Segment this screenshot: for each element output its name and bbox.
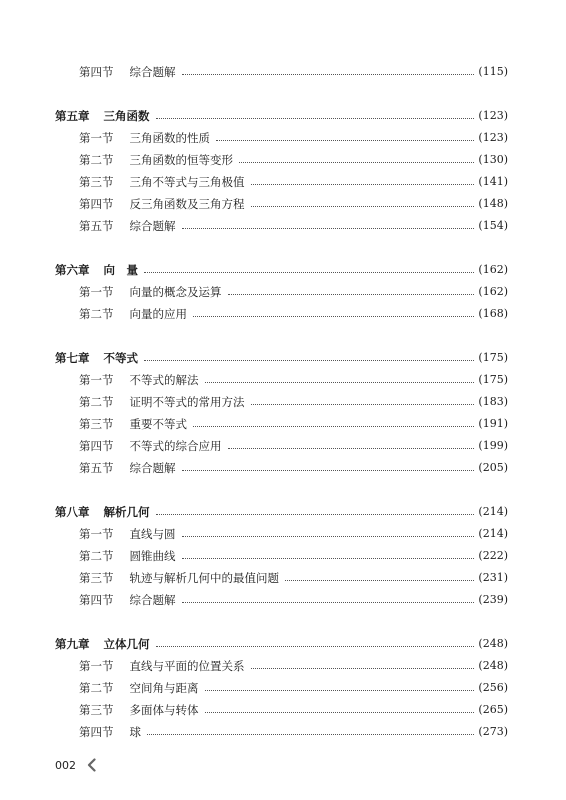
dot-leader [239, 162, 474, 163]
toc-section-entry[interactable] [0, 127, 566, 149]
entry-number: 第九章 [55, 637, 90, 651]
entry-page-number: (168) [478, 307, 508, 320]
toc-section-entry[interactable] [0, 699, 566, 721]
entry-number: 第五节 [79, 461, 114, 475]
toc-section-entry[interactable] [0, 523, 566, 545]
toc-section-entry[interactable] [0, 413, 566, 435]
entry-number: 第三节 [79, 417, 114, 431]
toc-section-entry[interactable] [0, 303, 566, 325]
entry-title: 综合题解 [129, 461, 176, 475]
toc-chapter-entry[interactable] [0, 633, 566, 655]
entry-page-number: (273) [478, 725, 508, 738]
entry-number: 第一节 [79, 285, 114, 299]
dot-leader [182, 602, 475, 603]
dot-leader [193, 316, 474, 317]
toc-chapter-entry[interactable] [0, 259, 566, 281]
entry-number: 第八章 [55, 505, 90, 519]
dot-leader [182, 558, 475, 559]
dot-leader [144, 272, 474, 273]
entry-title: 不等式的综合应用 [129, 439, 222, 453]
toc-section-entry[interactable] [0, 61, 566, 83]
page-number: 002 [55, 758, 76, 772]
entry-page-number: (130) [478, 153, 508, 166]
entry-number: 第五节 [79, 219, 114, 233]
dot-leader [156, 646, 475, 647]
entry-title: 不等式的解法 [129, 373, 199, 387]
dot-leader [182, 536, 475, 537]
entry-page-number: (162) [478, 263, 508, 276]
toc-section-entry[interactable] [0, 193, 566, 215]
entry-title: 综合题解 [129, 219, 176, 233]
entry-number: 第一节 [79, 659, 114, 673]
dot-leader [251, 668, 475, 669]
entry-title: 圆锥曲线 [129, 549, 176, 563]
entry-number: 第二节 [79, 153, 114, 167]
dot-leader [205, 382, 475, 383]
entry-number: 第二节 [79, 395, 114, 409]
entry-title: 三角函数的恒等变形 [129, 153, 233, 167]
entry-title: 多面体与转体 [129, 703, 199, 717]
toc-section-entry[interactable] [0, 369, 566, 391]
entry-title: 综合题解 [129, 65, 176, 79]
entry-number: 第一节 [79, 373, 114, 387]
toc-chapter-entry[interactable] [0, 501, 566, 523]
entry-page-number: (265) [478, 703, 508, 716]
entry-title: 立体几何 [103, 637, 150, 651]
entry-page-number: (222) [478, 549, 508, 562]
entry-title: 不等式 [103, 351, 138, 365]
dot-leader [182, 228, 475, 229]
entry-page-number: (214) [478, 505, 508, 518]
toc-section-entry[interactable] [0, 281, 566, 303]
entry-page-number: (141) [478, 175, 508, 188]
entry-number: 第一节 [79, 131, 114, 145]
entry-page-number: (183) [478, 395, 508, 408]
toc-section-entry[interactable] [0, 391, 566, 413]
entry-page-number: (162) [478, 285, 508, 298]
entry-title: 直线与圆 [129, 527, 176, 541]
toc-section-entry[interactable] [0, 457, 566, 479]
entry-title: 三角函数的性质 [129, 131, 210, 145]
dot-leader [193, 426, 474, 427]
entry-title: 向 量 [103, 263, 138, 277]
entry-page-number: (248) [478, 637, 508, 650]
dot-leader [216, 140, 474, 141]
page-footer [55, 755, 100, 775]
entry-title: 轨迹与解析几何中的最值问题 [129, 571, 279, 585]
entry-number: 第四节 [79, 439, 114, 453]
dot-leader [144, 360, 474, 361]
dot-leader [205, 712, 475, 713]
entry-title: 向量的概念及运算 [129, 285, 222, 299]
toc-section-entry[interactable] [0, 567, 566, 589]
entry-number: 第三节 [79, 175, 114, 189]
entry-title: 证明不等式的常用方法 [129, 395, 245, 409]
entry-page-number: (199) [478, 439, 508, 452]
entry-number: 第四节 [79, 593, 114, 607]
toc-section-entry[interactable] [0, 721, 566, 743]
dot-leader [228, 448, 475, 449]
entry-number: 第七章 [55, 351, 90, 365]
entry-page-number: (154) [478, 219, 508, 232]
entry-page-number: (175) [478, 351, 508, 364]
entry-page-number: (175) [478, 373, 508, 386]
entry-page-number: (231) [478, 571, 508, 584]
entry-title: 空间角与距离 [129, 681, 199, 695]
toc-section-entry[interactable] [0, 149, 566, 171]
dot-leader [251, 206, 475, 207]
entry-number: 第二节 [79, 307, 114, 321]
entry-number: 第一节 [79, 527, 114, 541]
entry-page-number: (123) [478, 131, 508, 144]
entry-title: 三角函数 [103, 109, 150, 123]
dot-leader [182, 74, 475, 75]
entry-page-number: (239) [478, 593, 508, 606]
entry-title: 重要不等式 [129, 417, 187, 431]
entry-number: 第二节 [79, 681, 114, 695]
dot-leader [182, 470, 475, 471]
dot-leader [251, 404, 475, 405]
entry-page-number: (123) [478, 109, 508, 122]
entry-number: 第二节 [79, 549, 114, 563]
toc-section-entry[interactable] [0, 677, 566, 699]
entry-page-number: (205) [478, 461, 508, 474]
entry-page-number: (191) [478, 417, 508, 430]
dot-leader [147, 734, 474, 735]
dot-leader [156, 118, 475, 119]
entry-number: 第三节 [79, 571, 114, 585]
toc-section-entry[interactable] [0, 589, 566, 611]
dot-leader [228, 294, 475, 295]
entry-page-number: (248) [478, 659, 508, 672]
dot-leader [285, 580, 474, 581]
entry-page-number: (256) [478, 681, 508, 694]
entry-title: 综合题解 [129, 593, 176, 607]
chevron-left-icon[interactable] [84, 757, 100, 773]
entry-title: 三角不等式与三角极值 [129, 175, 245, 189]
entry-page-number: (214) [478, 527, 508, 540]
dot-leader [205, 690, 475, 691]
entry-number: 第四节 [79, 197, 114, 211]
entry-title: 直线与平面的位置关系 [129, 659, 245, 673]
entry-number: 第四节 [79, 65, 114, 79]
toc-chapter-entry[interactable] [0, 347, 566, 369]
entry-number: 第三节 [79, 703, 114, 717]
entry-number: 第五章 [55, 109, 90, 123]
toc-section-entry[interactable] [0, 215, 566, 237]
entry-title: 解析几何 [103, 505, 150, 519]
entry-title: 反三角函数及三角方程 [129, 197, 245, 211]
toc-section-entry[interactable] [0, 171, 566, 193]
toc-section-entry[interactable] [0, 545, 566, 567]
dot-leader [156, 514, 475, 515]
toc-section-entry[interactable] [0, 655, 566, 677]
entry-number: 第四节 [79, 725, 114, 739]
toc-chapter-entry[interactable] [0, 105, 566, 127]
toc-section-entry[interactable] [0, 435, 566, 457]
entry-title: 向量的应用 [129, 307, 187, 321]
entry-page-number: (115) [478, 65, 508, 78]
entry-number: 第六章 [55, 263, 90, 277]
entry-title: 球 [129, 725, 141, 739]
dot-leader [251, 184, 475, 185]
entry-page-number: (148) [478, 197, 508, 210]
